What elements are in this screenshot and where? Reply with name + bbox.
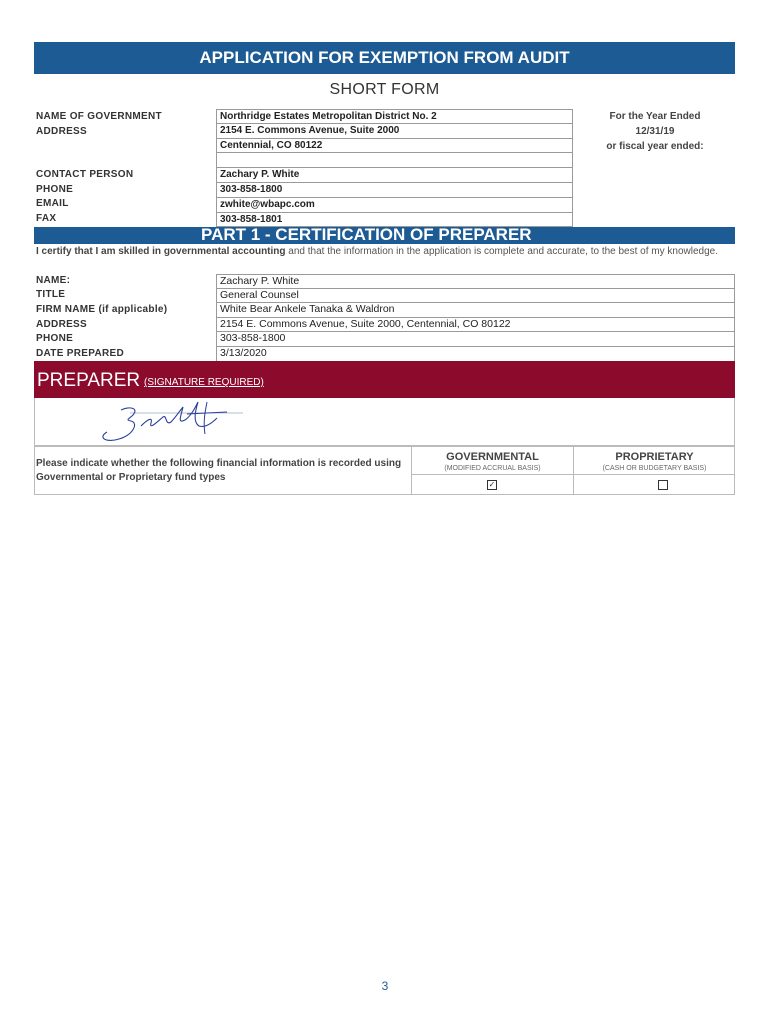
- label-date-prepared: DATE PREPARED: [36, 348, 124, 359]
- address-line3-field[interactable]: [216, 153, 573, 168]
- preparer-address-field[interactable]: 2154 E. Commons Avenue, Suite 2000, Centennial, CO 80122: [216, 318, 735, 333]
- label-firm-name: FIRM NAME (if applicable): [36, 304, 168, 315]
- signature-image: [35, 398, 736, 446]
- signature-required-note: (SIGNATURE REQUIRED): [144, 377, 264, 388]
- fax-field[interactable]: 303-858-1801: [216, 213, 573, 228]
- label-government-address: ADDRESS: [36, 126, 87, 137]
- governmental-basis: (MODIFIED ACCRUAL BASIS): [444, 465, 541, 472]
- governmental-column: [411, 446, 573, 495]
- proprietary-check-cell: [574, 474, 735, 495]
- part1-title: PART 1 - CERTIFICATION OF PREPARER: [201, 225, 532, 244]
- preparer-header: [34, 361, 735, 398]
- address-line2-field[interactable]: Centennial, CO 80122: [216, 139, 573, 154]
- part1-header: [34, 227, 735, 244]
- page-number: 3: [381, 979, 389, 993]
- email-field[interactable]: zwhite@wbapc.com: [216, 198, 573, 213]
- label-preparer-phone: PHONE: [36, 333, 74, 344]
- form-title: APPLICATION FOR EXEMPTION FROM AUDIT: [34, 42, 735, 74]
- signature-box[interactable]: [34, 398, 735, 446]
- label-phone: PHONE: [36, 184, 74, 195]
- label-preparer-name: NAME:: [36, 275, 71, 286]
- label-preparer-title: TITLE: [36, 289, 66, 300]
- label-contact-person: CONTACT PERSON: [36, 169, 134, 180]
- preparer-title: PREPARER: [37, 370, 141, 391]
- proprietary-basis: (CASH OR BUDGETARY BASIS): [602, 465, 707, 472]
- governmental-checkbox[interactable]: ✓: [488, 480, 496, 489]
- fiscal-year-label: or fiscal year ended:: [606, 141, 704, 152]
- proprietary-checkbox[interactable]: [658, 480, 668, 490]
- label-preparer-address: ADDRESS: [36, 319, 87, 330]
- proprietary-column: [573, 446, 735, 495]
- date-prepared-field[interactable]: 3/13/2020: [216, 347, 735, 362]
- fund-type-question: Please indicate whether the following financial information is recorded using Governmental or Proprietary fund types: [36, 458, 402, 483]
- preparer-name-field[interactable]: Zachary P. White: [216, 274, 735, 289]
- label-fax: FAX: [36, 213, 57, 224]
- fiscal-year-info: [575, 109, 735, 154]
- firm-name-field[interactable]: White Bear Ankele Tanaka & Waldron: [216, 303, 735, 318]
- certification-statement: [36, 245, 735, 259]
- preparer-title-field[interactable]: General Counsel: [216, 289, 735, 304]
- government-info-fields: [216, 109, 573, 227]
- phone-field[interactable]: 303-858-1800: [216, 183, 573, 198]
- contact-person-field[interactable]: Zachary P. White: [216, 168, 573, 183]
- governmental-check-cell: [412, 474, 573, 495]
- year-ended-label: For the Year Ended: [609, 111, 701, 122]
- form-subtitle: SHORT FORM: [329, 81, 440, 98]
- label-email: EMAIL: [36, 198, 69, 209]
- preparer-phone-field[interactable]: 303-858-1800: [216, 332, 735, 347]
- address-line1-field[interactable]: 2154 E. Commons Avenue, Suite 2000: [216, 124, 573, 139]
- proprietary-label: PROPRIETARY: [615, 451, 694, 463]
- certification-rest: and that the information in the application is complete and accurate, to the best of my knowledge.: [285, 246, 718, 257]
- preparer-info-fields: [216, 274, 735, 362]
- governmental-label: GOVERNMENTAL: [446, 451, 539, 463]
- label-government-name: NAME OF GOVERNMENT: [36, 111, 162, 122]
- certification-bold: I certify that I am skilled in governmental accounting: [36, 246, 286, 257]
- government-name-field[interactable]: Northridge Estates Metropolitan District No. 2: [216, 109, 573, 124]
- year-ended-value: 12/31/19: [635, 126, 675, 137]
